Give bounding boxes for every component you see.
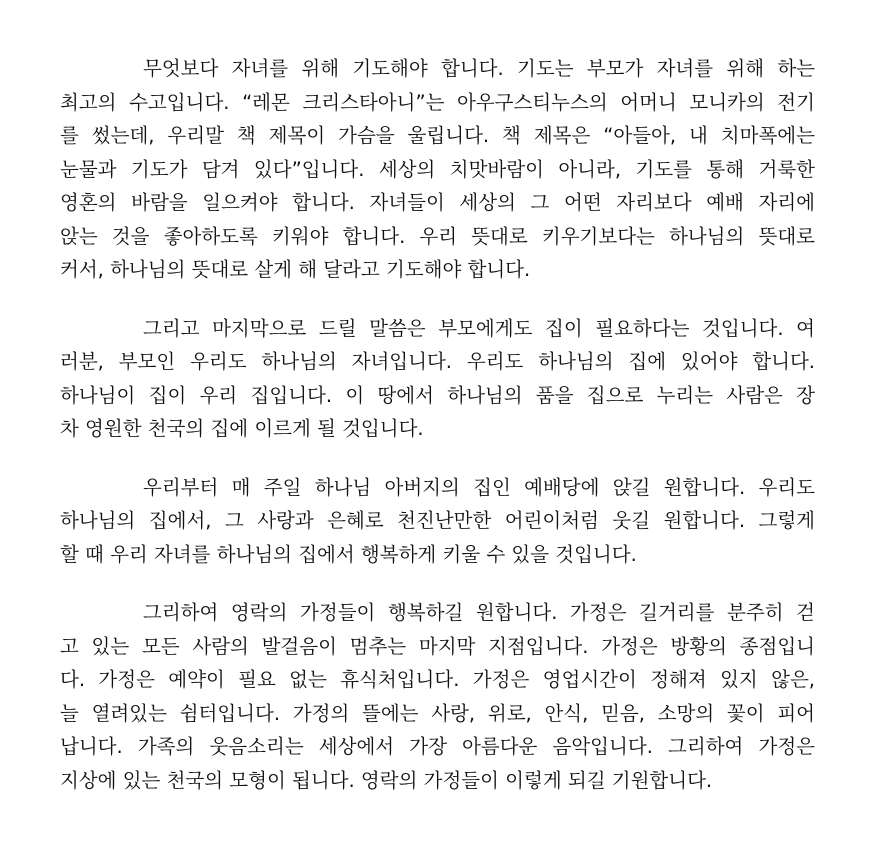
paragraph-prayer-for-children: [60, 52, 815, 287]
text-line: 앉는 것을 좋아하도록 키워야 합니다. 우리 뜻대로 키우기보다는 하나님의 뜻대로: [60, 224, 815, 248]
text-line: 그리고 마지막으로 드릴 말씀은 부모에게도 집이 필요하다는 것입니다. 여: [143, 316, 815, 340]
text-line: 차 영원한 천국의 집에 이르게 될 것입니다.: [60, 417, 424, 440]
text-line: 하나님이 집이 우리 집입니다. 이 땅에서 하나님의 품을 집으로 누리는 사람은 장: [60, 383, 815, 407]
text-line: 고 있는 모든 사람의 발걸음이 멈추는 마지막 지점입니다. 가정은 방황의 종점입니: [60, 634, 815, 658]
paragraph-sunday-worship: [60, 471, 815, 572]
text-line: 를 썼는데, 우리말 책 제목이 가슴을 울립니다. 책 제목은 “아들아, 내 치마폭에는: [60, 124, 815, 147]
text-line: 납니다. 가족의 웃음소리는 세상에서 가장 아름다운 음악입니다. 그리하여 가정은: [60, 735, 815, 758]
text-line: 지상에 있는 천국의 모형이 됩니다. 영락의 가정들이 이렇게 되길 기원합니다.: [60, 768, 713, 792]
paragraph-parents-need-home: [60, 312, 815, 446]
document-body: [60, 52, 815, 822]
text-line: 그리하여 영락의 가정들이 행복하길 원합니다. 가정은 길거리를 분주히 걷: [143, 601, 815, 624]
text-line: 최고의 수고입니다. “레몬 크리스타아니”는 아우구스티누스의 어머니 모니카의 전기: [60, 90, 815, 114]
text-line: 러분, 부모인 우리도 하나님의 자녀입니다. 우리도 하나님의 집에 있어야 합니다.: [60, 350, 815, 373]
text-line: 눈물과 기도가 담겨 있다”입니다. 세상의 치맛바람이 아니라, 기도를 통해 거룩한: [60, 157, 815, 181]
text-line: 커서, 하나님의 뜻대로 살게 해 달라고 기도해야 합니다.: [60, 258, 531, 281]
text-line: 늘 열려있는 쉼터입니다. 가정의 뜰에는 사랑, 위로, 안식, 믿음, 소망의 꽃이 피어: [60, 701, 815, 725]
text-line: 무엇보다 자녀를 위해 기도해야 합니다. 기도는 부모가 자녀를 위해 하는: [143, 57, 815, 80]
paragraph-happy-families: [60, 596, 815, 797]
text-line: 하나님의 집에서, 그 사랑과 은혜로 천진난만한 어린이처럼 웃길 원합니다. 그렇게: [60, 509, 815, 532]
text-line: 다. 가정은 예약이 필요 없는 휴식처입니다. 가정은 영업시간이 정해져 있지 않은,: [60, 668, 815, 691]
text-line: 우리부터 매 주일 하나님 아버지의 집인 예배당에 앉길 원합니다. 우리도: [143, 475, 815, 499]
text-line: 할 때 우리 자녀를 하나님의 집에서 행복하게 키울 수 있을 것입니다.: [60, 542, 637, 566]
text-line: 영혼의 바람을 일으켜야 합니다. 자녀들이 세상의 그 어떤 자리보다 예배 자리에: [60, 191, 815, 214]
